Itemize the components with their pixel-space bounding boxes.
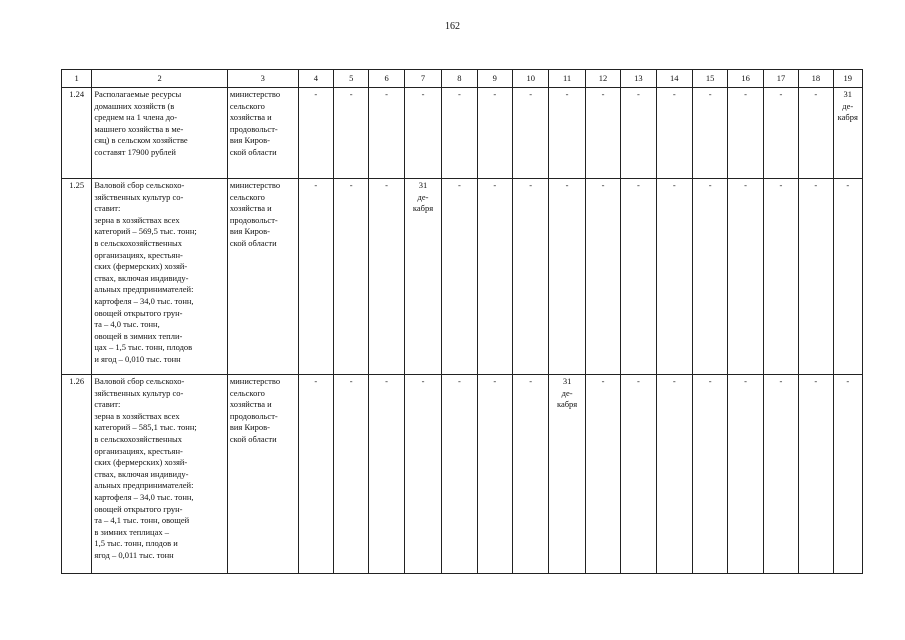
dash-mark: -: [585, 375, 620, 574]
dash-mark: -: [477, 375, 512, 574]
dash-mark: -: [833, 375, 862, 574]
description-line: ягод – 0,011 тыс. тонн: [94, 549, 174, 560]
description-line: картофеля – 34,0 тыс. тонн,: [94, 295, 194, 306]
description-line: Валовой сбор сельскохо-: [94, 376, 185, 386]
responsible-line: хозяйства и: [229, 399, 272, 410]
description-line: овощей открытого грун-: [94, 307, 183, 318]
description-line: ставит:: [94, 399, 121, 410]
deadline-cell: [549, 375, 585, 574]
responsible-line: министерство: [229, 376, 281, 386]
column-header: 11: [549, 70, 585, 88]
dash-mark: -: [512, 88, 548, 179]
dash-mark: -: [692, 88, 727, 179]
dash-mark: -: [298, 375, 333, 574]
description-line: сяц) в сельском хозяйстве: [94, 135, 188, 146]
description-line: среднем на 1 члена до-: [94, 112, 178, 123]
column-header: 9: [477, 70, 512, 88]
description-line: цах – 1,5 тыс. тонн, плодов: [94, 342, 193, 353]
dash-mark: -: [763, 375, 798, 574]
description-line: зерна в хозяйствах всех: [94, 214, 180, 225]
description-line: составят 17900 рублей: [94, 146, 176, 157]
description-line: овощей открытого грун-: [94, 503, 183, 514]
description-line: категорий – 585,1 тыс. тонн;: [94, 422, 197, 433]
column-header: 1: [62, 70, 92, 88]
dash-mark: -: [728, 88, 763, 179]
responsible-line: вия Киров-: [229, 135, 271, 146]
column-header: 15: [692, 70, 727, 88]
column-header: 16: [728, 70, 763, 88]
deadline-line: кабря: [556, 399, 578, 410]
row-number: 1.24: [62, 88, 92, 179]
dash-mark: -: [477, 88, 512, 179]
responsible-line: вия Киров-: [229, 422, 271, 433]
table-row: [62, 179, 863, 375]
responsible-line: ской области: [229, 433, 277, 444]
description-line: альных предпринимателей:: [94, 480, 194, 491]
deadline-line: 31: [418, 180, 428, 190]
column-header: 18: [799, 70, 833, 88]
dash-mark: -: [369, 88, 404, 179]
description-line: овощей в зимних тепли-: [94, 330, 183, 341]
description-line: Валовой сбор сельскохо-: [94, 180, 185, 190]
description-line: в сельскохозяйственных: [94, 237, 183, 248]
document-table: [61, 69, 863, 574]
row-responsible: [227, 88, 298, 179]
description-line: 1,5 тыс. тонн, плодов и: [94, 538, 178, 549]
dash-mark: -: [442, 179, 477, 375]
description-line: зяйственных культур со-: [94, 191, 184, 202]
dash-mark: -: [585, 179, 620, 375]
responsible-line: сельского: [229, 191, 265, 202]
dash-mark: -: [334, 179, 369, 375]
description-line: организациях, крестьян-: [94, 249, 183, 260]
description-line: ских (фермерских) хозяй-: [94, 261, 188, 272]
column-header: 6: [369, 70, 404, 88]
description-line: в сельскохозяйственных: [94, 433, 183, 444]
dash-mark: -: [369, 375, 404, 574]
deadline-cell: [404, 179, 441, 375]
description-line: Располагаемые ресурсы: [94, 89, 182, 99]
description-line: домашних хозяйств (в: [94, 100, 175, 111]
table-row: [62, 88, 863, 179]
dash-mark: -: [621, 88, 656, 179]
column-header: 17: [763, 70, 798, 88]
description-line: зерна в хозяйствах всех: [94, 410, 180, 421]
responsible-line: продовольст-: [229, 410, 278, 421]
deadline-line: кабря: [412, 203, 434, 214]
dash-mark: -: [298, 88, 333, 179]
dash-mark: -: [656, 375, 692, 574]
description-line: альных предпринимателей:: [94, 284, 194, 295]
dash-mark: -: [621, 375, 656, 574]
row-description: [92, 179, 228, 375]
column-header: 13: [621, 70, 656, 88]
page-number: 162: [445, 21, 460, 32]
dash-mark: -: [728, 375, 763, 574]
responsible-line: министерство: [229, 180, 281, 190]
dash-mark: -: [477, 179, 512, 375]
responsible-line: вия Киров-: [229, 226, 271, 237]
row-number: 1.25: [62, 179, 92, 375]
description-line: и ягод – 0,010 тыс. тонн: [94, 353, 181, 364]
description-line: та – 4,1 тыс. тонн, овощей: [94, 515, 190, 526]
description-line: зяйственных культур со-: [94, 387, 184, 398]
dash-mark: -: [833, 179, 862, 375]
column-header: 2: [92, 70, 228, 88]
description-line: та – 4,0 тыс. тонн,: [94, 319, 160, 330]
description-line: ставит:: [94, 203, 121, 214]
deadline-line: кабря: [837, 112, 858, 123]
column-header: 12: [585, 70, 620, 88]
responsible-line: сельского: [229, 100, 265, 111]
deadline-line: де-: [417, 191, 429, 202]
dash-mark: -: [512, 375, 548, 574]
table-row: [62, 375, 863, 574]
description-line: организациях, крестьян-: [94, 445, 183, 456]
dash-mark: -: [404, 375, 441, 574]
dash-mark: -: [369, 179, 404, 375]
dash-mark: -: [549, 88, 585, 179]
responsible-line: сельского: [229, 387, 265, 398]
dash-mark: -: [512, 179, 548, 375]
description-line: ствах, включая индивиду-: [94, 272, 189, 283]
column-header: 14: [656, 70, 692, 88]
description-line: ских (фермерских) хозяй-: [94, 457, 188, 468]
responsible-line: продовольст-: [229, 123, 278, 134]
row-description: [92, 375, 228, 574]
dash-mark: -: [442, 88, 477, 179]
row-description: [92, 88, 228, 179]
column-header: 3: [227, 70, 298, 88]
column-header: 5: [334, 70, 369, 88]
responsible-line: ской области: [229, 146, 277, 157]
column-header: 10: [512, 70, 548, 88]
deadline-line: де-: [561, 387, 573, 398]
responsible-line: ской области: [229, 237, 277, 248]
description-line: картофеля – 34,0 тыс. тонн,: [94, 491, 194, 502]
dash-mark: -: [404, 88, 441, 179]
column-header: 7: [404, 70, 441, 88]
responsible-line: хозяйства и: [229, 112, 272, 123]
row-responsible: [227, 375, 298, 574]
responsible-line: хозяйства и: [229, 203, 272, 214]
dash-mark: -: [692, 179, 727, 375]
dash-mark: -: [763, 88, 798, 179]
dash-mark: -: [334, 375, 369, 574]
deadline-cell: [833, 88, 862, 179]
responsible-line: министерство: [229, 89, 281, 99]
dash-mark: -: [728, 179, 763, 375]
dash-mark: -: [656, 88, 692, 179]
description-line: категорий – 569,5 тыс. тонн;: [94, 226, 197, 237]
dash-mark: -: [585, 88, 620, 179]
dash-mark: -: [298, 179, 333, 375]
description-line: в зимних теплицах –: [94, 526, 169, 537]
deadline-line: де-: [842, 100, 854, 111]
responsible-line: продовольст-: [229, 214, 278, 225]
description-line: ствах, включая индивиду-: [94, 468, 189, 479]
row-responsible: [227, 179, 298, 375]
header-row: [62, 70, 863, 88]
dash-mark: -: [799, 179, 833, 375]
description-line: машнего хозяйства в ме-: [94, 123, 184, 134]
dash-mark: -: [334, 88, 369, 179]
dash-mark: -: [621, 179, 656, 375]
dash-mark: -: [656, 179, 692, 375]
dash-mark: -: [692, 375, 727, 574]
deadline-line: 31: [843, 89, 853, 99]
deadline-line: 31: [562, 376, 572, 386]
column-header: 19: [833, 70, 862, 88]
dash-mark: -: [763, 179, 798, 375]
dash-mark: -: [442, 375, 477, 574]
column-header: 4: [298, 70, 333, 88]
dash-mark: -: [799, 88, 833, 179]
dash-mark: -: [799, 375, 833, 574]
column-header: 8: [442, 70, 477, 88]
dash-mark: -: [549, 179, 585, 375]
row-number: 1.26: [62, 375, 92, 574]
